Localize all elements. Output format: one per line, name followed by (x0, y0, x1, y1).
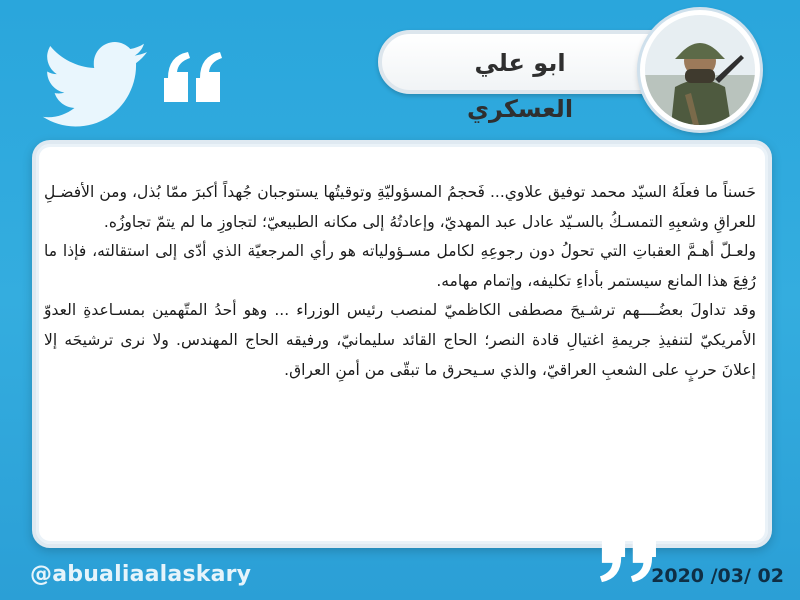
tweet-paragraph: حَسناً ما فعلَهُ السيّد محمد توفيق علاوي... فَحجمُ المسؤوليّةِ وتوقيتُها يستوجبان جُهداً أكبرَ ممّا بُذل، ومن الأفضـلِ للعراقِ وشعبِهِ التمسـكُ بالسـيّد عادل عبد المهديّ، وإعادتُهُ إلى مكانه الطبيعيّ؛ لتجاوزِ ما لم يتمّ تجاوزُه. (44, 183, 756, 231)
account-handle: @abualiaalaskary (30, 562, 252, 587)
open-quote-icon (160, 48, 224, 106)
account-name: ابو علي العسكري (466, 49, 574, 123)
tweet-date: 2020 /03/ 02 (651, 565, 784, 587)
twitter-bird-icon (42, 42, 150, 130)
tweet-text (44, 178, 756, 385)
tweet-paragraph: وقد تداولَ بعضُــــهم ترشـيحَ مصطفى الكاظميّ لمنصب رئيس الوزراء ... وهو أحدُ المتّهمين بمسـاعدةِ العدوّ الأمريكيّ لتنفيذِ جريمةِ اغتيالِ قادة النصر؛ الحاج القائد سليمانيّ، ورفيقه الحاج المهندس. ولا نرى ترشيحَه إلا إعلانَ حربٍ على الشعبِ العراقيّ، والذي سـيحرق ما تبقّى من أمنِ العراق. (44, 301, 756, 379)
tweet-paragraph: ولعـلّ أهـمَّ العقباتِ التي تحولُ دون رجوعِهِ لكامل مسـؤولياته هو رأي المرجعيّة الذي أدّى إلى استقالته، فإذا ما رُفِعَ هذا المانع سيستمر بأداءِ تكليفه، وإتمام مهامه. (44, 242, 756, 290)
avatar (640, 10, 760, 130)
